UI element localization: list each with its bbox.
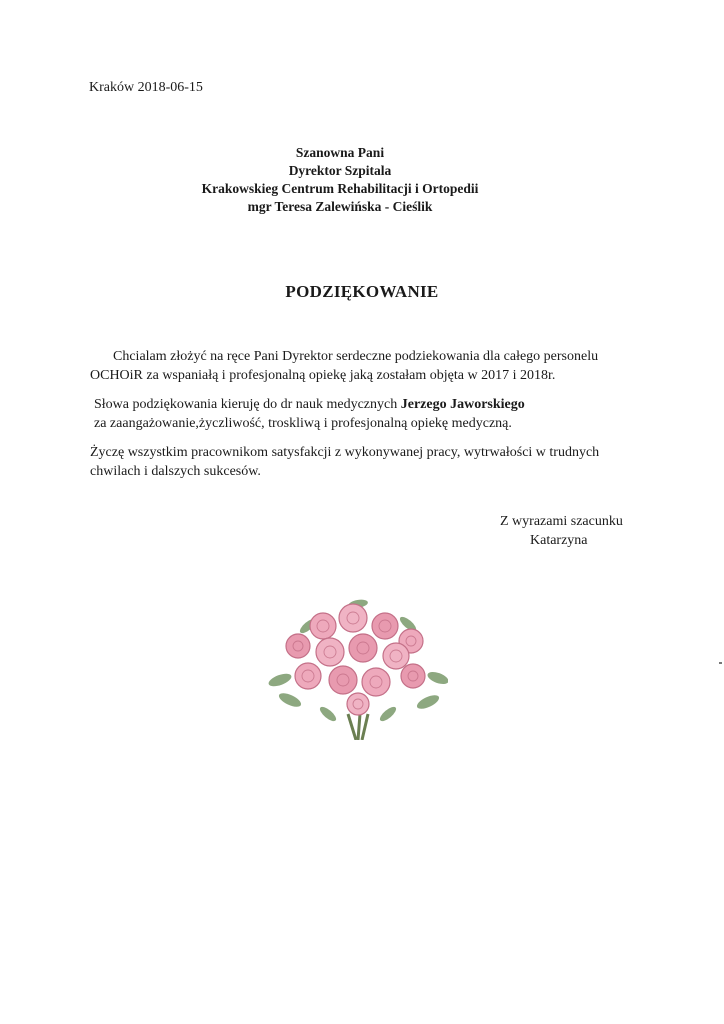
- paragraph-line: OCHOiR za wspaniałą i profesjonalną opiekę jaką zostałam objęta w 2017 i 2018r.: [90, 368, 556, 383]
- paragraph-text: Słowa podziękowania kieruję do dr nauk medycznych: [94, 397, 401, 412]
- addressee-line: mgr Teresa Zalewińska - Cieślik: [247, 199, 433, 214]
- paragraph-line: Życzę wszystkim pracownikom satysfakcji z wykonywanej pracy, wytrwałości w trudnych: [90, 445, 600, 460]
- paragraph-wishes: [90, 443, 599, 481]
- addressee-line: Krakowskieg Centrum Rehabilitacji i Ortopedii: [201, 181, 479, 196]
- addressee-block: [150, 144, 530, 216]
- paragraph-line: za zaangażowanie,życzliwość, troskliwą i profesjonalną opiekę medyczną.: [94, 416, 512, 431]
- paragraph-thanks: [90, 347, 598, 385]
- addressee-line: Dyrektor Szpitala: [288, 163, 392, 178]
- closing-block: [500, 512, 623, 550]
- scan-mark: [719, 662, 722, 664]
- closing-greeting: Z wyrazami szacunku: [500, 514, 623, 529]
- signature: Katarzyna: [530, 533, 588, 548]
- letter-title: PODZIĘKOWANIE: [285, 282, 439, 301]
- flower-bouquet-icon: [268, 596, 448, 740]
- paragraph-doctor: [94, 395, 525, 433]
- paragraph-line: [94, 395, 525, 414]
- doctor-name: Jerzego Jaworskiego: [400, 397, 525, 412]
- paragraph-line: chwilach i dalszych sukcesów.: [90, 464, 261, 479]
- letter-date: Kraków 2018-06-15: [89, 80, 203, 95]
- addressee-line: Szanowna Pani: [295, 145, 385, 160]
- paragraph-line: Chcialam złożyć na ręce Pani Dyrektor serdeczne podziekowania dla całego personelu: [113, 349, 599, 364]
